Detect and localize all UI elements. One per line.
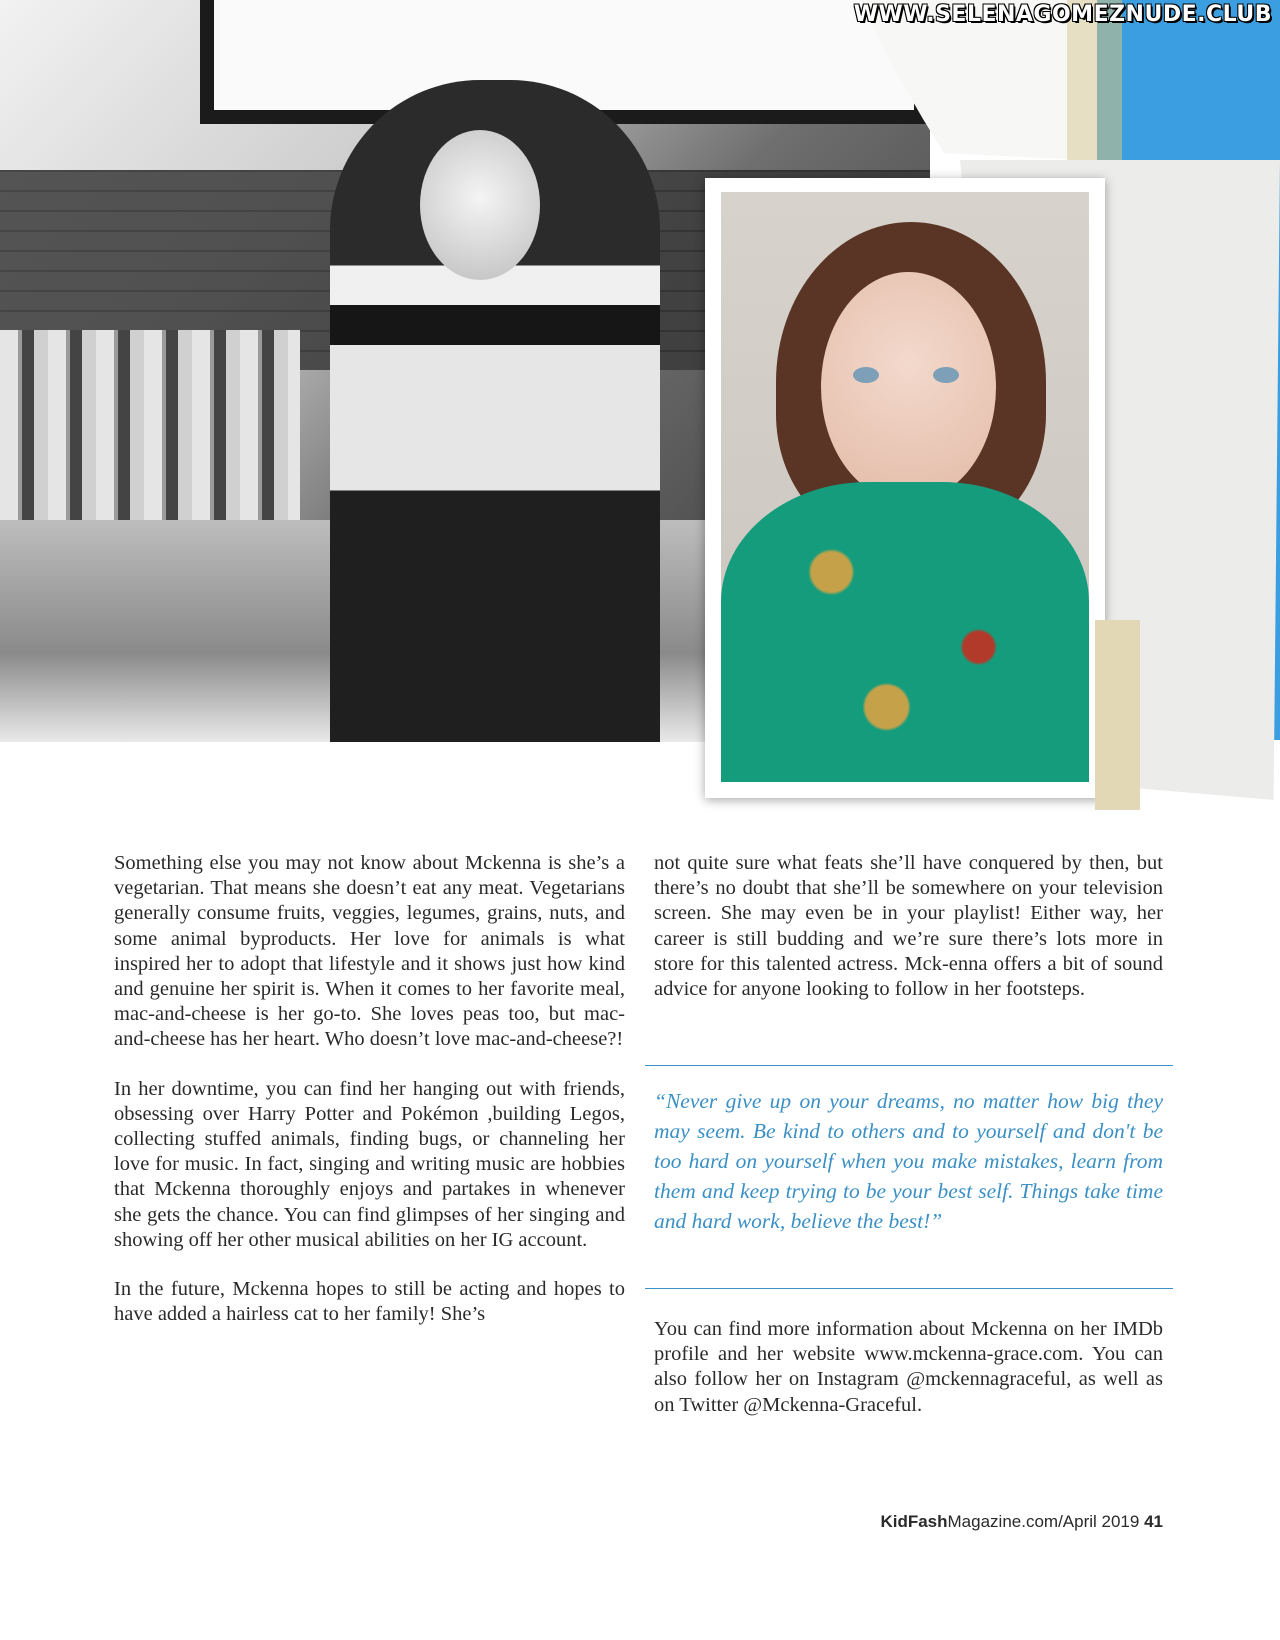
article-left-column — [114, 851, 625, 1351]
portrait-eye-left — [853, 367, 879, 383]
paragraph-vegetarian: Something else you may not know about Mckenna is she’s a vegetarian. That means she doesn’t eat any meat. Vegetarians generally consume fruits, veggies, legumes, grains, nuts, and some animal byproducts. Her love for animals is what inspired her to adopt that lifestyle and it shows just how kind and genuine her spirit is. When it comes to her favorite meal, mac-and-cheese is her go-to. She loves peas too, but mac-and-cheese has her heart. Who doesn’t love mac-and-cheese?! — [114, 852, 625, 1051]
page-number: 41 — [1144, 1512, 1163, 1531]
portrait-eye-right — [933, 367, 959, 383]
pull-quote-text: “Never give up on your dreams, no matter how big they may seem. Be kind to others and to yourself and don't be too hard on yourself when you make mistakes, learn from them and keep trying to be your best self. Things take time and hard work, believe the best!” — [654, 1089, 1163, 1233]
footer-brand-bold: KidFash — [880, 1512, 948, 1531]
paragraph-future: In the future, Mckenna hopes to still be acting and hopes to have added a hairless cat to her family! She’s — [114, 1278, 625, 1326]
paragraph-more-info: You can find more information about Mckenna on her IMDb profile and her website www.mckenna-grace.com. You can also follow her on Instagram @mckennagraceful, as well as on Twitter @Mckenna-Graceful. — [654, 1318, 1163, 1416]
pull-quote — [645, 1065, 1173, 1289]
photo-face — [420, 130, 540, 280]
article-right-column-bottom — [654, 1317, 1163, 1442]
decor-tan-block — [1095, 620, 1140, 810]
color-portrait-frame — [705, 178, 1105, 798]
photo-bookshelf — [0, 330, 300, 530]
paragraph-downtime: In her downtime, you can find her hanging out with friends, obsessing over Harry Potter and Pokémon ,building Legos, collecting stuffed animals, finding bugs, or channeling her love for music. In fact, singing and writing music are hobbies that Mckenna thoroughly enjoys and partakes in whenever she gets the chance. You can find glimpses of her singing and showing off her other musical abilities on her IG account. — [114, 1077, 625, 1251]
watermark: WWW.SELENAGOMEZNUDE.CLUB — [853, 2, 1272, 27]
page-footer — [880, 1512, 1163, 1532]
portrait-blouse — [721, 482, 1089, 782]
portrait-face — [821, 272, 996, 502]
color-portrait — [721, 192, 1089, 782]
footer-brand-rest: Magazine.com/April 2019 — [947, 1512, 1140, 1531]
article-right-column — [654, 851, 1163, 1026]
paragraph-career: not quite sure what feats she’ll have conquered by then, but there’s no doubt that she’ll be somewhere on your television screen. She may even be in your playlist! Either way, her career is still budding and we’re sure there’s lots more in store for this talented actress. Mck-enna offers a bit of sound advice for anyone looking to follow in her footsteps. — [654, 852, 1163, 1001]
